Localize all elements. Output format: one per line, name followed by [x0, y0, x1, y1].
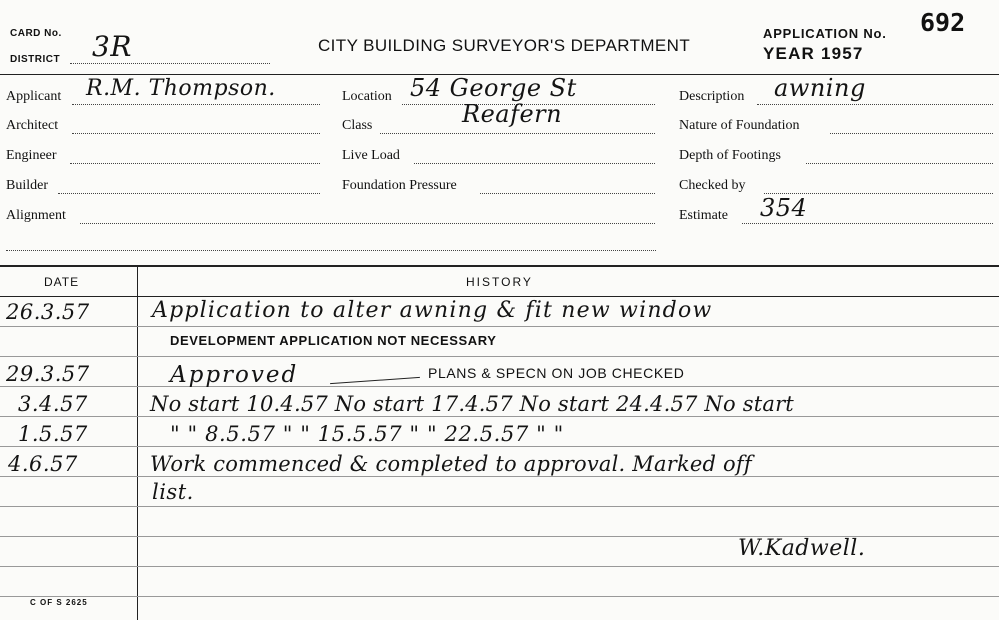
history-date: 3.4.57 — [18, 392, 88, 416]
history-rule — [0, 476, 999, 477]
history-entry: list. — [152, 480, 194, 504]
history-header-rule — [0, 296, 999, 297]
history-date: 4.6.57 — [8, 452, 78, 476]
alignment-dotline-2 — [6, 250, 656, 251]
description-label: Description — [679, 89, 745, 104]
history-rule — [0, 566, 999, 567]
department-title: CITY BUILDING SURVEYOR'S DEPARTMENT — [318, 36, 691, 55]
history-rule — [0, 386, 999, 387]
signature: W.Kadwell. — [738, 536, 866, 561]
description-dotline — [757, 104, 993, 105]
location-value: 54 George St — [410, 74, 577, 102]
card-no-label: CARD No. — [10, 28, 62, 39]
applicant-dotline — [72, 104, 320, 105]
district-underline — [70, 63, 270, 64]
history-entry: No start 10.4.57 No start 17.4.57 No start 24.4.57 No start — [150, 392, 794, 416]
engineer-label: Engineer — [6, 148, 57, 163]
alignment-label: Alignment — [6, 208, 66, 223]
district-label: DISTRICT — [10, 54, 61, 65]
arrow-line — [330, 377, 420, 384]
description-value: awning — [774, 74, 866, 102]
architect-label: Architect — [6, 118, 59, 133]
foundation-pressure-dotline — [480, 193, 655, 194]
history-rule — [0, 326, 999, 327]
history-rule — [0, 506, 999, 507]
live-load-label: Live Load — [342, 148, 400, 163]
class-value: Reafern — [462, 100, 563, 128]
location-label: Location — [342, 89, 392, 104]
alignment-dotline — [80, 223, 655, 224]
estimate-label: Estimate — [679, 208, 728, 223]
history-date: 29.3.57 — [6, 362, 90, 386]
builder-dotline — [58, 193, 320, 194]
history-rule — [0, 356, 999, 357]
development-application-typed: DEVELOPMENT APPLICATION NOT NECESSARY — [170, 333, 497, 348]
history-entry: Application to alter awning & fit new window — [152, 298, 713, 323]
estimate-value: 354 — [760, 194, 808, 222]
depth-of-footings-dotline — [806, 163, 993, 164]
estimate-dotline — [742, 223, 993, 224]
live-load-dotline — [414, 163, 655, 164]
history-entry: Work commenced & completed to approval. Marked off — [150, 452, 752, 476]
checked-by-label: Checked by — [679, 178, 746, 193]
engineer-dotline — [70, 163, 320, 164]
history-top-rule — [0, 265, 999, 267]
history-header: HISTORY — [466, 275, 533, 289]
applicant-value: R.M. Thompson. — [86, 76, 276, 101]
history-rule — [0, 446, 999, 447]
class-label: Class — [342, 118, 373, 133]
history-entry: " " 8.5.57 " " 15.5.57 " " 22.5.57 " " — [170, 422, 564, 446]
applicant-label: Applicant — [6, 89, 62, 104]
builder-label: Builder — [6, 178, 48, 193]
application-no-value: 692 — [920, 8, 966, 37]
district-value: 3R — [92, 30, 132, 63]
history-entry: Approved — [170, 362, 299, 388]
year-label: YEAR 1957 — [763, 44, 864, 63]
history-rule — [0, 416, 999, 417]
nature-of-foundation-dotline — [830, 133, 993, 134]
architect-dotline — [72, 133, 320, 134]
history-date: 1.5.57 — [18, 422, 88, 446]
depth-of-footings-label: Depth of Footings — [679, 148, 781, 163]
foundation-pressure-label: Foundation Pressure — [342, 178, 457, 193]
history-date: 26.3.57 — [6, 300, 90, 324]
plans-checked-stamp: PLANS & SPECN ON JOB CHECKED — [428, 365, 685, 381]
history-rule — [0, 596, 999, 597]
form-code: C OF S 2625 — [30, 598, 88, 607]
class-dotline — [380, 133, 655, 134]
nature-of-foundation-label: Nature of Foundation — [679, 118, 800, 133]
date-header: DATE — [44, 275, 80, 289]
application-no-label: APPLICATION No. — [763, 26, 887, 41]
